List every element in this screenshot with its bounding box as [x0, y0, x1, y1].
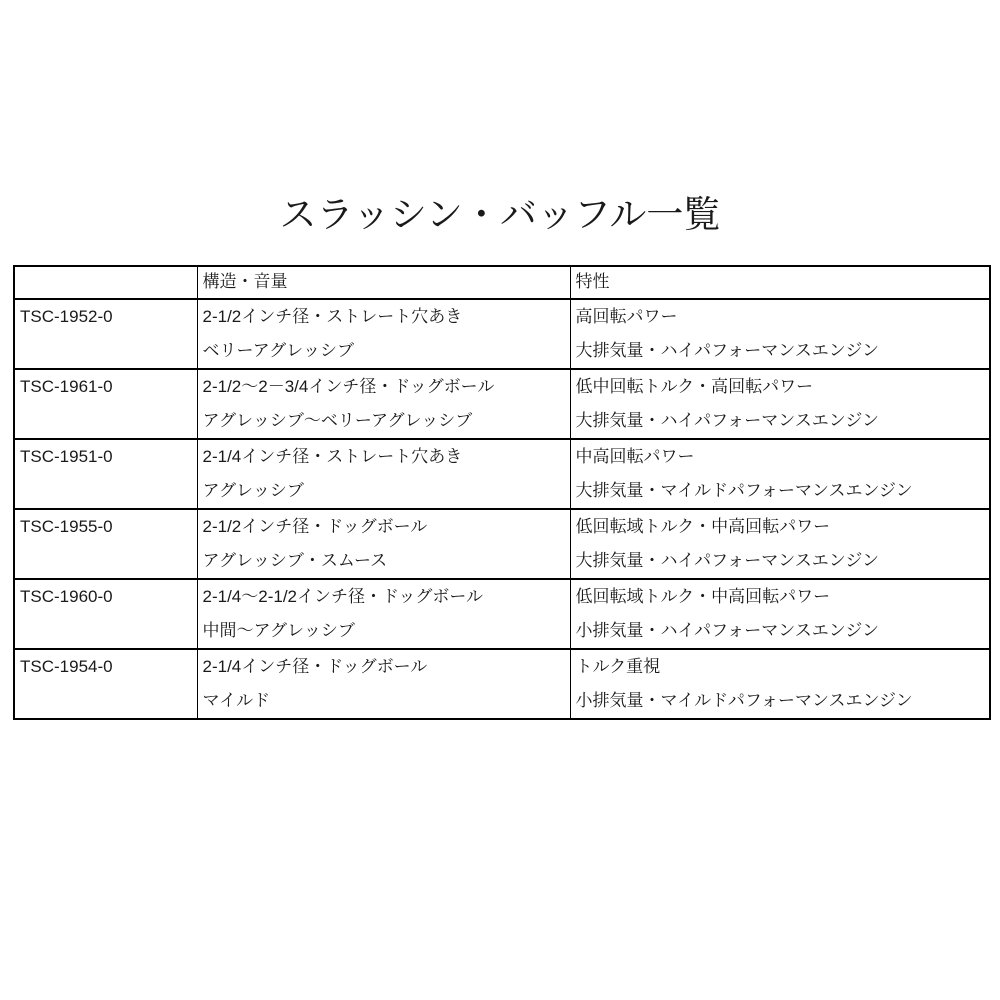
engine-line: 大排気量・ハイパフォーマンスエンジン: [575, 411, 879, 431]
table-header: [14, 266, 990, 299]
model-code: TSC-1952-0: [20, 307, 113, 327]
engine-line: 小排気量・ハイパフォーマンスエンジン: [575, 621, 879, 641]
structure-cell: [197, 649, 570, 719]
volume-line: アグレッシブ・スムース: [202, 551, 388, 571]
trait-line: 中高回転パワー: [575, 447, 695, 467]
structure-line: 2-1/4インチ径・ドッグボール: [202, 657, 428, 677]
structure-cell: [197, 369, 570, 439]
traits-cell: [570, 509, 990, 579]
baffle-spec-table: [13, 265, 991, 720]
traits-cell: [570, 649, 990, 719]
model-cell: [14, 299, 197, 369]
structure-line: 2-1/4インチ径・ストレート穴あき: [202, 447, 463, 467]
model-code: TSC-1954-0: [20, 657, 113, 677]
table-row: [14, 509, 990, 579]
structure-cell: [197, 509, 570, 579]
model-code: TSC-1955-0: [20, 517, 113, 537]
structure-cell: [197, 439, 570, 509]
volume-line: ベリーアグレッシブ: [202, 341, 354, 361]
model-cell: [14, 649, 197, 719]
model-cell: [14, 509, 197, 579]
header-cell-model: [14, 266, 197, 299]
table-row: [14, 299, 990, 369]
model-code: TSC-1960-0: [20, 587, 113, 607]
header-cell-characteristics: 特性: [570, 266, 990, 299]
structure-line: 2-1/2インチ径・ドッグボール: [202, 517, 428, 537]
structure-cell: [197, 299, 570, 369]
model-code: TSC-1951-0: [20, 447, 113, 467]
traits-cell: [570, 369, 990, 439]
trait-line: トルク重視: [575, 657, 661, 677]
table-row: [14, 439, 990, 509]
traits-cell: [570, 579, 990, 649]
structure-line: 2-1/4～2-1/2インチ径・ドッグボール: [202, 587, 483, 607]
volume-line: 中間～アグレッシブ: [202, 621, 355, 641]
trait-line: 低中回転トルク・高回転パワー: [575, 377, 814, 397]
volume-line: アグレッシブ～ベリーアグレッシブ: [202, 411, 473, 431]
structure-line: 2-1/2インチ径・ストレート穴あき: [202, 307, 463, 327]
table-body: [14, 299, 990, 719]
model-cell: [14, 579, 197, 649]
page-title: スラッシン・バッフル一覧: [279, 194, 721, 235]
table-row: [14, 649, 990, 719]
traits-cell: [570, 299, 990, 369]
trait-line: 低回転域トルク・中高回転パワー: [575, 517, 831, 537]
header-row: [14, 266, 990, 299]
table-row: [14, 579, 990, 649]
engine-line: 小排気量・マイルドパフォーマンスエンジン: [575, 691, 913, 711]
trait-line: 低回転域トルク・中高回転パワー: [575, 587, 831, 607]
engine-line: 大排気量・ハイパフォーマンスエンジン: [575, 341, 879, 361]
header-cell-structure-volume: 構造・音量: [197, 266, 570, 299]
model-cell: [14, 369, 197, 439]
volume-line: アグレッシブ: [202, 481, 304, 501]
engine-line: 大排気量・マイルドパフォーマンスエンジン: [575, 481, 913, 501]
structure-line: 2-1/2～2－3/4インチ径・ドッグボール: [202, 377, 495, 397]
structure-cell: [197, 579, 570, 649]
engine-line: 大排気量・ハイパフォーマンスエンジン: [575, 551, 879, 571]
model-code: TSC-1961-0: [20, 377, 113, 397]
table-row: [14, 369, 990, 439]
traits-cell: [570, 439, 990, 509]
trait-line: 高回転パワー: [575, 307, 678, 327]
volume-line: マイルド: [202, 691, 271, 711]
model-cell: [14, 439, 197, 509]
